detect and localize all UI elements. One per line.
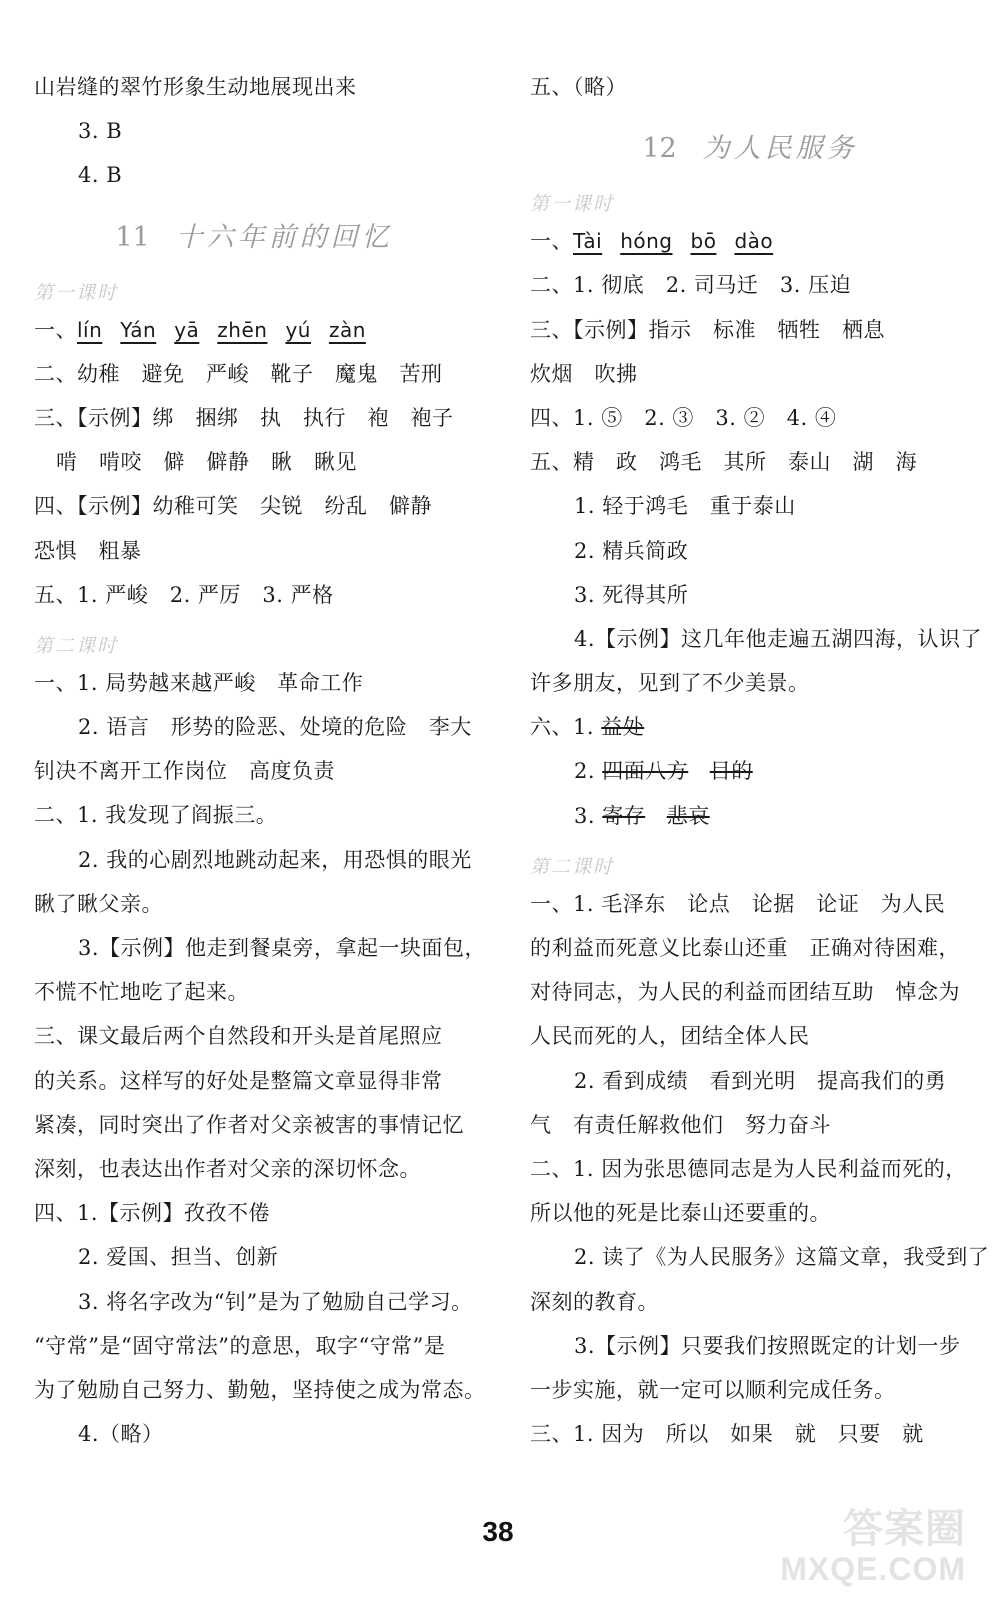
answer-line: 气 有责任解救他们 努力奋斗 <box>530 1112 831 1137</box>
lesson-title-11: 11 十六年前的回忆 <box>115 221 393 253</box>
answer-line: 瞅了瞅父亲。 <box>34 891 163 916</box>
lesson-period-heading: 第二课时 <box>34 634 119 657</box>
answer-line: 为了勉励自己努力、勤勉，坚持使之成为常态。 <box>34 1377 486 1402</box>
lesson-title-12: 12 为人民服务 <box>642 133 858 165</box>
answer-line: 四、1. ⑤ 2. ③ 3. ② 4. ④ <box>530 405 837 430</box>
answer-line: 四、1.【示例】孜孜不倦 <box>34 1201 271 1226</box>
corrected-word-line: 六、1. 益处 <box>530 715 645 740</box>
answer-line: 不慌不忙地吃了起来。 <box>34 980 249 1005</box>
answer-line: 3. B <box>78 119 123 144</box>
answer-line: 啃 啃咬 僻 僻静 瞅 瞅见 <box>56 450 357 475</box>
answer-line: 4.【示例】这几年他走遍五湖四海，认识了 <box>574 626 983 651</box>
page-number: 38 <box>482 1516 514 1547</box>
answer-line: 三、【示例】绑 捆绑 执 执行 袍 袍子 <box>34 405 454 430</box>
answer-line: 二、1. 彻底 2. 司马迁 3. 压迫 <box>530 273 852 298</box>
answer-line: 3. 死得其所 <box>574 582 689 607</box>
watermark-logo: 答案圈 MXQE.COM <box>780 1507 966 1587</box>
answer-line: 许多朋友，见到了不少美景。 <box>530 671 810 696</box>
corrected-word-line: 3. 寄存 悲哀 <box>574 803 710 828</box>
answer-line: 炊烟 吹拂 <box>530 361 638 386</box>
answer-line: 二、幼稚 避免 严峻 靴子 魔鬼 苦刑 <box>34 361 443 386</box>
answer-line: 山岩缝的翠竹形象生动地展现出来 <box>34 75 357 99</box>
answer-line: 一、1. 局势越来越严峻 革命工作 <box>34 670 364 695</box>
answer-line: 人民而死的人，团结全体人民 <box>530 1024 810 1049</box>
answer-line: 所以他的死是比泰山还要重的。 <box>530 1201 831 1226</box>
answer-line: 一、1. 毛泽东 论点 论据 论证 为人民 <box>530 891 946 916</box>
pinyin-answer-line: 一、Tài hóng bō dào <box>530 229 774 254</box>
answer-line: 五、（略） <box>530 75 627 99</box>
answer-line: 4. B <box>78 163 123 188</box>
answer-line: 2. 我的心剧烈地跳动起来，用恐惧的眼光 <box>78 847 472 872</box>
answer-line: 的关系。这样写的好处是整篇文章显得非常 <box>34 1068 443 1093</box>
answer-line: “守常”是“固守常法”的意思，取字“守常”是 <box>34 1333 446 1358</box>
answer-line: 4.（略） <box>78 1422 164 1447</box>
lesson-period-heading: 第一课时 <box>530 193 615 216</box>
answer-line: 2. 看到成绩 看到光明 提高我们的勇 <box>574 1068 947 1093</box>
answer-line: 1. 轻于鸿毛 重于泰山 <box>574 494 796 519</box>
answer-line: 恐惧 粗暴 <box>34 538 142 563</box>
answer-line: 2. 爱国、担当、创新 <box>78 1245 279 1270</box>
answer-line: 钊决不离开工作岗位 高度负责 <box>34 759 335 784</box>
answer-line: 三、【示例】指示 标准 牺牲 栖息 <box>530 317 885 342</box>
answer-line: 的利益而死意义比泰山还重 正确对待困难， <box>530 936 960 960</box>
answer-line: 2. 读了《为人民服务》这篇文章，我受到了 <box>574 1245 990 1270</box>
answer-line: 3. 将名字改为“钊”是为了勉励自己学习。 <box>78 1289 473 1314</box>
answer-line: 深刻，也表达出作者对父亲的深切怀念。 <box>34 1156 421 1181</box>
answer-line: 3.【示例】只要我们按照既定的计划一步 <box>574 1333 961 1358</box>
lesson-period-heading: 第一课时 <box>34 281 119 304</box>
answer-line: 三、1. 因为 所以 如果 就 只要 就 <box>530 1422 924 1447</box>
answer-line: 深刻的教育。 <box>530 1289 659 1314</box>
pinyin-answer-line: 一、lín Yán yā zhēn yú zàn <box>34 317 366 342</box>
answer-line: 对待同志，为人民的利益而团结互助 悼念为 <box>530 980 960 1005</box>
right-column <box>530 72 990 1463</box>
answer-line: 二、1. 因为张思德同志是为人民利益而死的， <box>530 1156 967 1181</box>
lesson-period-heading: 第二课时 <box>530 855 615 878</box>
answer-line: 紧凑，同时突出了作者对父亲被害的事情记忆 <box>34 1112 464 1137</box>
answer-line: 五、1. 严峻 2. 严厉 3. 严格 <box>34 582 334 607</box>
left-column <box>34 72 487 1463</box>
answer-line: 一步实施，就一定可以顺利完成任务。 <box>530 1377 896 1402</box>
answer-line: 3.【示例】他走到餐桌旁，拿起一块面包， <box>78 936 487 960</box>
answer-line: 三、课文最后两个自然段和开头是首尾照应 <box>34 1024 443 1049</box>
corrected-word-line: 2. 四面八方 目的 <box>574 759 753 784</box>
answer-line: 五、精 政 鸿毛 其所 泰山 湖 海 <box>530 450 917 475</box>
answer-line: 二、1. 我发现了阎振三。 <box>34 803 278 828</box>
answer-line: 四、【示例】幼稚可笑 尖锐 纷乱 僻静 <box>34 494 432 519</box>
answer-line: 2. 语言 形势的险恶、处境的危险 李大 <box>78 715 472 740</box>
answer-line: 2. 精兵简政 <box>574 538 689 563</box>
